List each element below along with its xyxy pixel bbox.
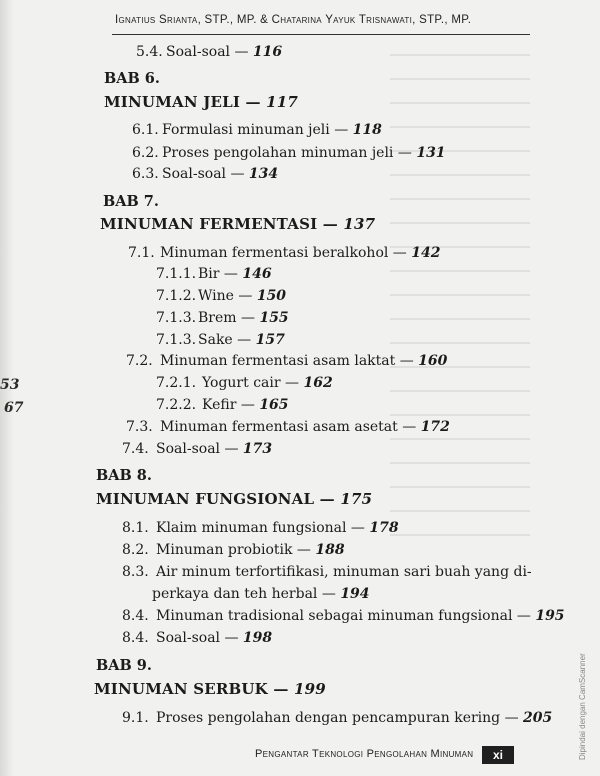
header-rule [112, 34, 530, 35]
page-number: xi [482, 746, 514, 764]
section-number: 8.2. [122, 542, 149, 558]
toc-entry [132, 122, 382, 138]
chapter-title [104, 93, 298, 111]
section-title: Soal-soal — [162, 166, 245, 182]
section-title: Proses pengolahan dengan pencampuran kering — [156, 710, 519, 726]
page-ref: 162 [303, 375, 333, 391]
toc-entry [156, 375, 333, 391]
section-title: Brem — [198, 310, 255, 326]
chapter-label: BAB 9. [96, 657, 152, 674]
section-number: 7.1.2. [156, 288, 197, 304]
page-ref: 175 [340, 490, 373, 508]
section-number: 7.3. [126, 419, 153, 435]
page-ref: 199 [293, 680, 326, 698]
section-title: Sake — [198, 332, 252, 348]
section-number: 9.1. [122, 710, 149, 726]
page-ref: 146 [242, 266, 272, 282]
toc-entry [122, 630, 272, 646]
page-ref: 205 [523, 710, 553, 726]
page-ref: 157 [255, 332, 285, 348]
section-number: 7.2.1. [156, 375, 197, 391]
bleed-number: 53 [0, 377, 20, 393]
section-title: Air minum terfortifikasi, minuman sari buah yang di- [156, 564, 532, 580]
chapter-label: BAB 8. [96, 467, 152, 484]
chapter-title-text: MINUMAN FUNGSIONAL — [96, 490, 335, 508]
section-number: 7.1. [128, 245, 155, 261]
page-ref: 173 [242, 441, 273, 457]
section-title: perkaya dan teh herbal — [152, 586, 336, 602]
section-number: 6.1. [132, 122, 159, 138]
toc-entry [128, 245, 441, 261]
page-ref: 194 [340, 586, 370, 602]
page-ref: 150 [256, 288, 287, 304]
show-through-shadow [390, 40, 530, 540]
page-ref: 131 [416, 145, 446, 161]
section-number: 7.1.1. [156, 266, 197, 282]
chapter-title-text: MINUMAN JELI — [104, 93, 261, 111]
section-number: 5.4. [136, 44, 163, 60]
toc-entry [122, 542, 345, 558]
page-ref: 155 [259, 310, 289, 326]
section-number: 6.2. [132, 145, 159, 161]
section-number: 8.4. [122, 608, 149, 624]
chapter-title [94, 680, 326, 698]
page-ref: 198 [242, 630, 273, 646]
chapter-label: BAB 6. [104, 70, 160, 87]
page-ref: 165 [259, 397, 289, 413]
toc-entry [126, 419, 450, 435]
section-title: Proses pengolahan minuman jeli — [162, 145, 412, 161]
chapter-title-text: MINUMAN SERBUK — [94, 680, 289, 698]
section-title: Soal-soal — [166, 44, 249, 60]
section-title: Klaim minuman fungsional — [156, 520, 365, 536]
toc-entry [122, 520, 399, 536]
page-ref: 178 [369, 520, 399, 536]
toc-entry [136, 44, 282, 60]
section-number: 7.1.3. [156, 332, 197, 348]
chapter-title [100, 215, 375, 233]
section-title: Kefir — [202, 397, 255, 413]
toc-entry [126, 353, 447, 369]
toc-entry [156, 288, 286, 304]
bleed-number: 67 [4, 400, 24, 416]
section-title: Minuman probiotik — [156, 542, 311, 558]
section-number: 7.4. [122, 441, 149, 457]
section-title: Soal-soal — [156, 630, 239, 646]
page-ref: 172 [420, 419, 450, 435]
section-number: 6.3. [132, 166, 159, 182]
toc-entry [156, 397, 289, 413]
toc-entry-continued [152, 586, 370, 602]
toc-entry [156, 266, 272, 282]
section-number: 8.4. [122, 630, 149, 646]
running-footer: Pengantar Teknologi Pengolahan Minuman [255, 748, 474, 760]
page-ref: 116 [252, 44, 283, 60]
section-title: Minuman fermentasi asam laktat — [160, 353, 414, 369]
page-ref: 137 [343, 215, 376, 233]
toc-entry [122, 608, 565, 624]
section-title: Minuman tradisional sebagai minuman fungsional — [156, 608, 531, 624]
section-number: 7.2.2. [156, 397, 197, 413]
section-title: Formulasi minuman jeli — [162, 122, 349, 138]
chapter-label: BAB 7. [103, 193, 159, 210]
section-title: Wine — [198, 288, 253, 304]
toc-entry [122, 564, 532, 580]
toc-entry [122, 441, 272, 457]
running-header: Ignatius Srianta, STP., MP. & Chatarina Yayuk Trisnawati, STP., MP. [115, 14, 472, 26]
toc-entry [122, 710, 552, 726]
page-ref: 160 [418, 353, 448, 369]
toc-entry [156, 310, 289, 326]
section-number: 7.2. [126, 353, 153, 369]
section-number: 8.1. [122, 520, 149, 536]
page-ref: 134 [248, 166, 279, 182]
section-title: Soal-soal — [156, 441, 239, 457]
page-ref: 118 [352, 122, 382, 138]
section-number: 8.3. [122, 564, 149, 580]
scanner-watermark: Dipindai dengan CamScanner [578, 653, 587, 760]
page-ref: 117 [266, 93, 299, 111]
chapter-title [96, 490, 372, 508]
page-ref: 195 [535, 608, 565, 624]
toc-entry [132, 166, 278, 182]
section-title: Minuman fermentasi beralkohol — [160, 245, 407, 261]
toc-entry [156, 332, 285, 348]
section-number: 7.1.3. [156, 310, 197, 326]
page-ref: 188 [315, 542, 345, 558]
toc-entry [132, 145, 446, 161]
chapter-title-text: MINUMAN FERMENTASI — [100, 215, 338, 233]
section-title: Yogurt cair — [202, 375, 300, 391]
section-title: Minuman fermentasi asam asetat — [160, 419, 417, 435]
section-title: Bir — [198, 266, 238, 282]
page-ref: 142 [411, 245, 441, 261]
